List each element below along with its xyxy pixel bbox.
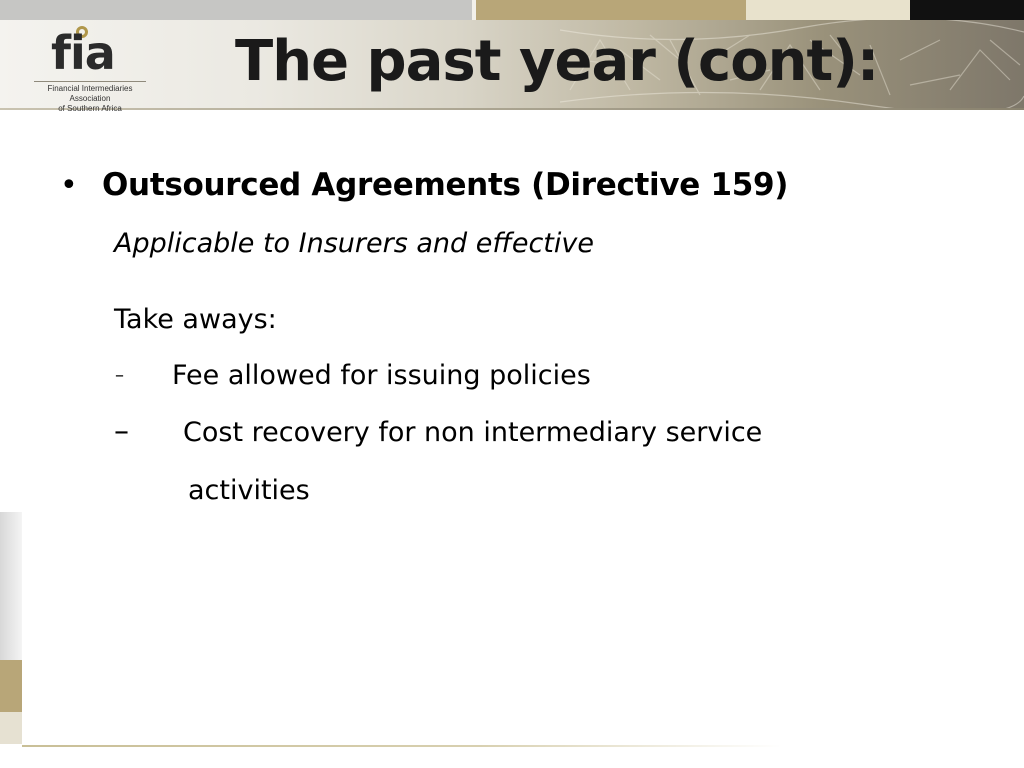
logo-mark: fia bbox=[51, 26, 115, 80]
takeaway-item-2-continuation: activities bbox=[188, 475, 310, 506]
item-dash-2: – bbox=[114, 414, 129, 449]
applicability-note: Applicable to Insurers and effective bbox=[114, 228, 594, 259]
takeaway-item-2: Cost recovery for non intermediary service bbox=[183, 417, 763, 448]
slide-title: The past year (cont): bbox=[235, 29, 879, 94]
logo-subtitle-line1: Financial Intermediaries Association bbox=[47, 84, 133, 103]
takeaway-item-1: Fee allowed for issuing policies bbox=[172, 360, 591, 391]
bullet-heading: Outsourced Agreements (Directive 159) bbox=[102, 167, 789, 203]
bullet-icon: • bbox=[60, 168, 78, 203]
item-dash-1: – bbox=[115, 365, 124, 386]
takeaways-label: Take aways: bbox=[114, 304, 277, 335]
logo-subtitle-line2: of Southern Africa bbox=[58, 104, 122, 113]
